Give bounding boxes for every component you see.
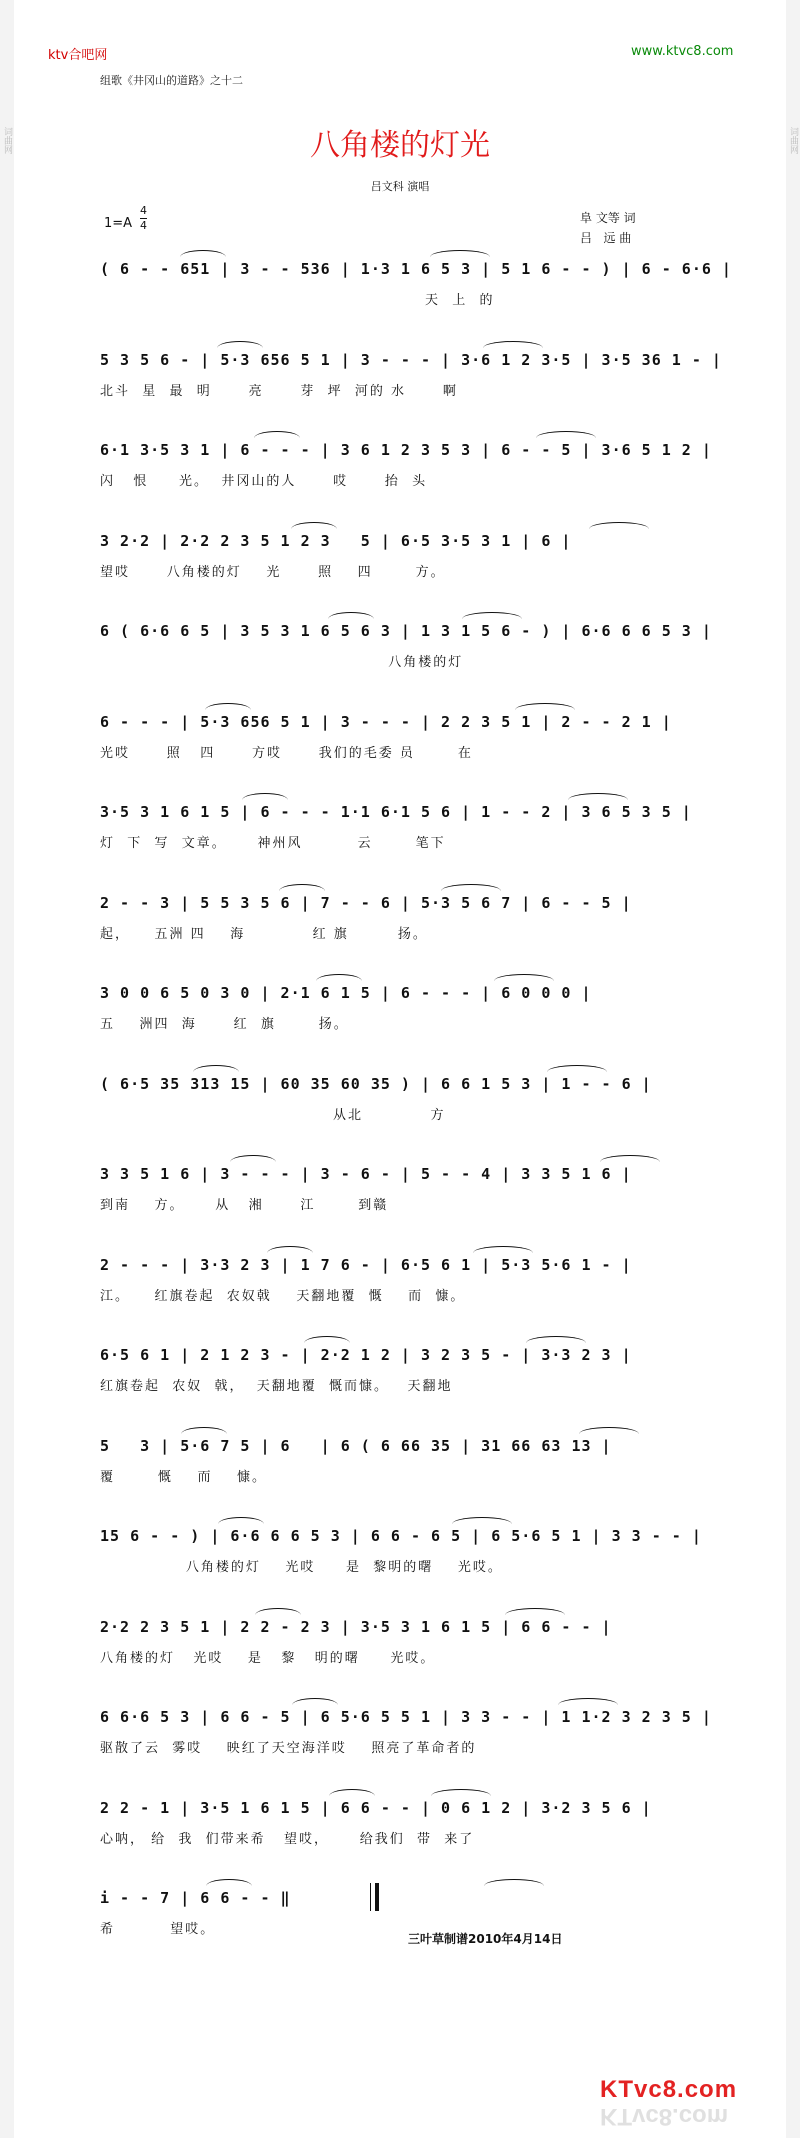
slur-mark [462,612,522,619]
slur-mark [255,1608,301,1615]
side-watermark-text: 词曲网 [2,126,12,154]
slur-mark [217,341,263,348]
lyric-line: 闪 恨 光。 井冈山的人 哎 抬 头 [100,474,428,489]
notation-line: ( 6 - - 651 | 3 - - 536 | 1·3 1 6 5 3 | 5 1 6 - - ) | 6 - 6·6 | [100,260,732,278]
notation-line: 3 0 0 6 5 0 3 0 | 2·1 6 1 5 | 6 - - - | 6 0 0 0 | [100,984,592,1002]
lyric-line: 驱散了云 雾哎 映红了天空海洋哎 照亮了革命者的 [100,1741,477,1756]
slur-mark [526,1336,586,1343]
lyric-line: 北斗 星 最 明 亮 芽 坪 河的 水 啊 [100,384,458,399]
slur-mark [218,1517,264,1524]
slur-mark [205,703,251,710]
lyric-line: 到南 方。 从 湘 江 到赣 [100,1198,389,1213]
lyric-line: 灯 下 写 文章。 神州风 云 笔下 [100,836,446,851]
slur-mark [579,1427,639,1434]
site-logo: KTvc8.com [600,2076,738,2103]
notation-line: 2·2 2 3 5 1 | 2 2 - 2 3 | 3·5 3 1 6 1 5 | 6 6 - - | [100,1618,612,1636]
singer-credit: 吕文科 演唱 [370,180,430,193]
slur-mark [193,1065,239,1072]
slur-mark [473,1246,533,1253]
slur-mark [316,974,362,981]
slur-mark [180,250,226,257]
notation-line: 3 3 5 1 6 | 3 - - - | 3 - 6 - | 5 - - 4 | 3 3 5 1 6 | [100,1165,632,1183]
notation-line: 6 ( 6·6 6 5 | 3 5 3 1 6 5 6 3 | 1 3 1 5 6 - ) | 6·6 6 6 5 3 | [100,622,712,640]
transcriber-date: 三叶草制谱2010年4月14日 [408,1932,563,1946]
series-subtitle: 组歌《井冈山的道路》之十二 [100,74,243,87]
lyric-line: 八角楼的灯 [100,655,464,670]
slur-mark [600,1155,660,1162]
slur-mark [483,341,543,348]
right-watermark-strip [786,0,800,2138]
notation-line: 6·5 6 1 | 2 1 2 3 - | 2·2 1 2 | 3 2 3 5 - | 3·3 2 3 | [100,1346,632,1364]
slur-mark [547,1065,607,1072]
notation-line: 5 3 | 5·6 7 5 | 6 | 6 ( 6 66 35 | 31 66 63 13 | [100,1437,612,1455]
lyric-line: 从北 方 [100,1108,446,1123]
notation-line: 3·5 3 1 6 1 5 | 6 - - - 1·1 6·1 5 6 | 1 - - 2 | 3 6 5 3 5 | [100,803,692,821]
notation-line: 5 3 5 6 - | 5·3 656 5 1 | 3 - - - | 3·6 1 2 3·5 | 3·5 36 1 - | [100,351,722,369]
slur-mark [328,612,374,619]
composer-credit: 吕 远 曲 [580,231,632,245]
slur-mark [505,1608,565,1615]
slur-mark [558,1698,618,1705]
lyric-line: 红旗卷起 农奴 戟， 天翻地覆 慨而慷。 天翻地 [100,1379,453,1394]
song-title: 八角楼的灯光 [310,128,490,163]
notation-line: 6 - - - | 5·3 656 5 1 | 3 - - - | 2 2 3 5 1 | 2 - - 2 1 | [100,713,672,731]
lyric-line: 江。 红旗卷起 农奴戟 天翻地覆 慨 而 慷。 [100,1289,466,1304]
slur-mark [589,522,649,529]
slur-mark [568,793,628,800]
slur-mark [536,431,596,438]
site-logo-reflection: KTvc8.com [600,2103,729,2130]
slur-mark [181,1427,227,1434]
lyric-line: 八角楼的灯 光哎 是 黎 明的曙 光哎。 [100,1651,436,1666]
notation-line: 3 2·2 | 2·2 2 3 5 1 2 3 5 | 6·5 3·5 3 1 | 6 | [100,532,572,550]
lyric-line: 起， 五洲 四 海 红 旗 扬。 [100,927,428,942]
lyric-line: 心呐， 给 我 们带来希 望哎， 给我们 带 来了 [100,1832,475,1847]
notation-line: 15 6 - - ) | 6·6 6 6 5 3 | 6 6 - 6 5 | 6 5·6 5 1 | 3 3 - - | [100,1527,702,1545]
time-signature-top: 4 [140,204,147,217]
lyric-line: 天 上 的 [100,293,495,308]
lyric-line: 希 望哎。 [100,1922,216,1937]
notation-line: 2 2 - 1 | 3·5 1 6 1 5 | 6 6 - - | 0 6 1 2 | 3·2 3 5 6 | [100,1799,652,1817]
notation-line: 6 6·6 5 3 | 6 6 - 5 | 6 5·6 5 5 1 | 3 3 - - | 1 1·2 3 2 3 5 | [100,1708,712,1726]
notation-line: ( 6·5 35 313 15 | 60 35 60 35 ) | 6 6 1 5 3 | 1 - - 6 | [100,1075,652,1093]
slur-mark [279,884,325,891]
final-barline-heavy [375,1883,379,1911]
lyric-line: 八角楼的灯 光哎 是 黎明的曙 光哎。 [100,1560,503,1575]
site-name-link[interactable]: ktv合吧网 [48,48,108,63]
slur-mark [206,1879,252,1886]
slur-mark [304,1336,350,1343]
lyric-line: 覆 慨 而 慷。 [100,1470,267,1485]
slur-mark [515,703,575,710]
slur-mark [484,1879,544,1886]
lyric-line: 望哎 八角楼的灯 光 照 四 方。 [100,565,446,580]
notation-line: i - - 7 | 6 6 - - ‖ [100,1889,291,1907]
slur-mark [452,1517,512,1524]
lyric-line: 五 洲四 海 红 旗 扬。 [100,1017,349,1032]
slur-mark [441,884,501,891]
slur-mark [329,1789,375,1796]
time-signature-bottom: 4 [140,219,147,232]
slur-mark [494,974,554,981]
slur-mark [292,1698,338,1705]
slur-mark [242,793,288,800]
left-watermark-strip [0,0,14,2138]
credits [580,208,636,248]
notation-line: 2 - - - | 3·3 2 3 | 1 7 6 - | 6·5 6 1 | 5·3 5·6 1 - | [100,1256,632,1274]
notation-line: 2 - - 3 | 5 5 3 5 6 | 7 - - 6 | 5·3 5 6 7 | 6 - - 5 | [100,894,632,912]
key-signature: 1=A [104,216,133,231]
side-watermark-text: 词曲网 [788,126,798,154]
time-signature [140,204,147,233]
slur-mark [230,1155,276,1162]
slur-mark [267,1246,313,1253]
slur-mark [431,1789,491,1796]
site-url-link[interactable]: www.ktvc8.com [631,44,734,59]
slur-mark [254,431,300,438]
final-barline-thin [370,1883,371,1911]
lyric-line: 光哎 照 四 方哎 我们的毛委 员 在 [100,746,473,761]
notation-line: 6·1 3·5 3 1 | 6 - - - | 3 6 1 2 3 5 3 | 6 - - 5 | 3·6 5 1 2 | [100,441,712,459]
slur-mark [430,250,490,257]
lyricist-credit: 阜 文等 词 [580,211,636,225]
slur-mark [291,522,337,529]
